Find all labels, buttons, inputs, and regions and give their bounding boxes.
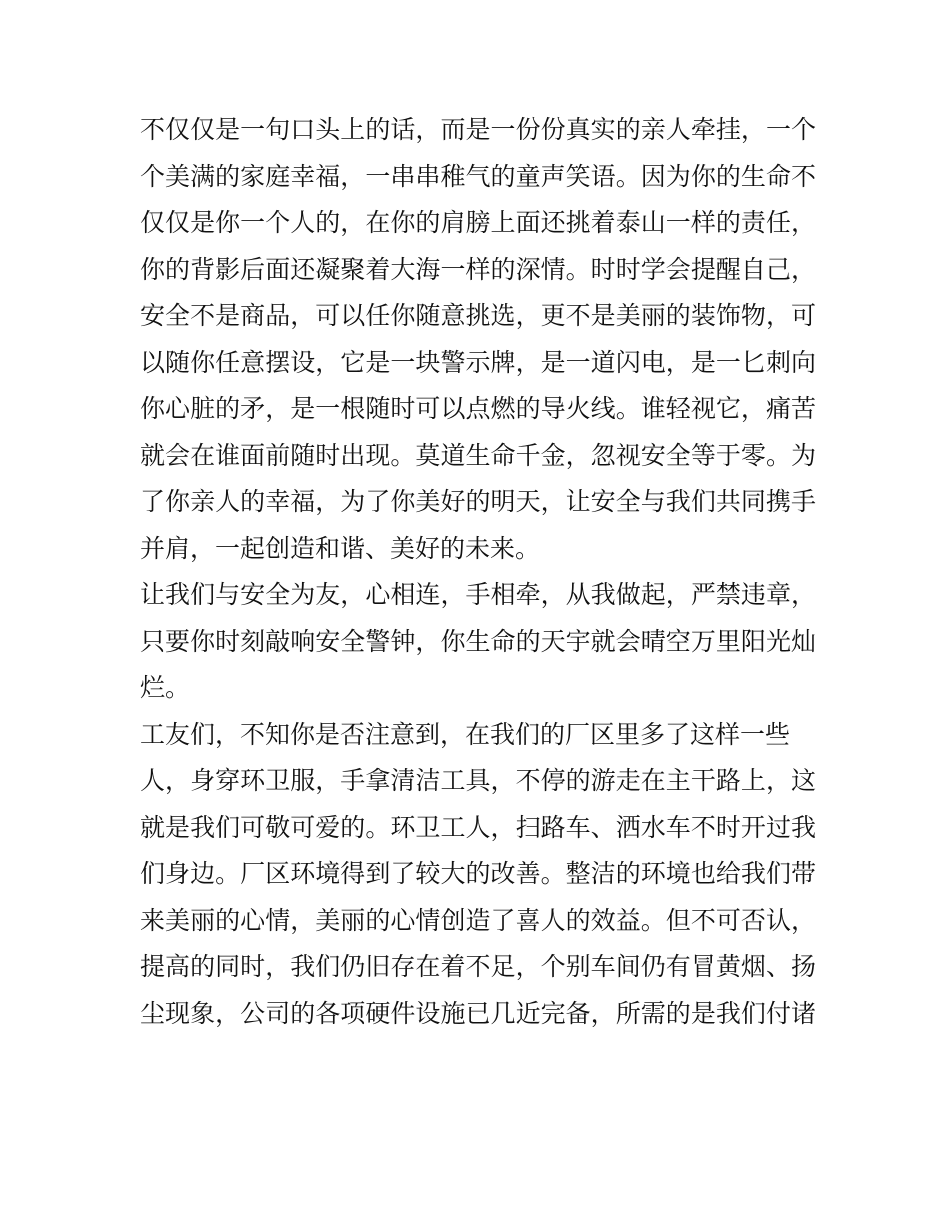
text-line: 工友们，不知你是否注意到，在我们的厂区里多了这样一些 xyxy=(140,719,791,749)
text-line: 你的背影后面还凝聚着大海一样的深情。时时学会提醒自己， xyxy=(140,254,816,284)
text-line: 安全不是商品，可以任你随意挑选，更不是美丽的装饰物，可 xyxy=(140,301,816,330)
text-line: 只要你时刻敲响安全警钟，你生命的天宇就会晴空万里阳光灿 xyxy=(140,626,816,656)
text-line: 了你亲人的幸福，为了你美好的明天，让安全与我们共同携手 xyxy=(140,487,816,516)
text-line: 让我们与安全为友，心相连，手相牵，从我做起，严禁违章， xyxy=(140,580,816,609)
text-line: 烂。 xyxy=(140,673,191,702)
text-line: 就会在谁面前随时出现。莫道生命千金，忽视安全等于零。为 xyxy=(140,440,816,470)
text-line: 以随你任意摆设，它是一块警示牌，是一道闪电，是一匕刺向 xyxy=(140,347,816,377)
text-line: 们身边。厂区环境得到了较大的改善。整洁的环境也给我们带 xyxy=(140,859,816,888)
text-line: 就是我们可敬可爱的。环卫工人，扫路车、洒水车不时开过我 xyxy=(140,812,816,842)
text-line: 仅仅是你一个人的，在你的肩膀上面还挑着泰山一样的责任， xyxy=(140,208,816,237)
text-line: 个美满的家庭幸福，一串串稚气的童声笑语。因为你的生命不 xyxy=(140,161,816,191)
text-line: 来美丽的心情，美丽的心情创造了喜人的效益。但不可否认， xyxy=(140,905,816,935)
text-line: 不仅仅是一句口头上的话，而是一份份真实的亲人牵挂，一个 xyxy=(140,115,816,144)
document-body xyxy=(140,107,816,1037)
text-line: 人，身穿环卫服，手拿清洁工具，不停的游走在主干路上，这 xyxy=(140,766,816,795)
text-line: 你心脏的矛，是一根随时可以点燃的导火线。谁轻视它，痛苦 xyxy=(140,394,816,423)
text-line: 并肩，一起创造和谐、美好的未来。 xyxy=(140,533,541,563)
text-line: 提高的同时，我们仍旧存在着不足，个别车间仍有冒黄烟、扬 xyxy=(140,952,816,981)
text-line: 尘现象，公司的各项硬件设施已几近完备，所需的是我们付诸 xyxy=(140,998,816,1028)
